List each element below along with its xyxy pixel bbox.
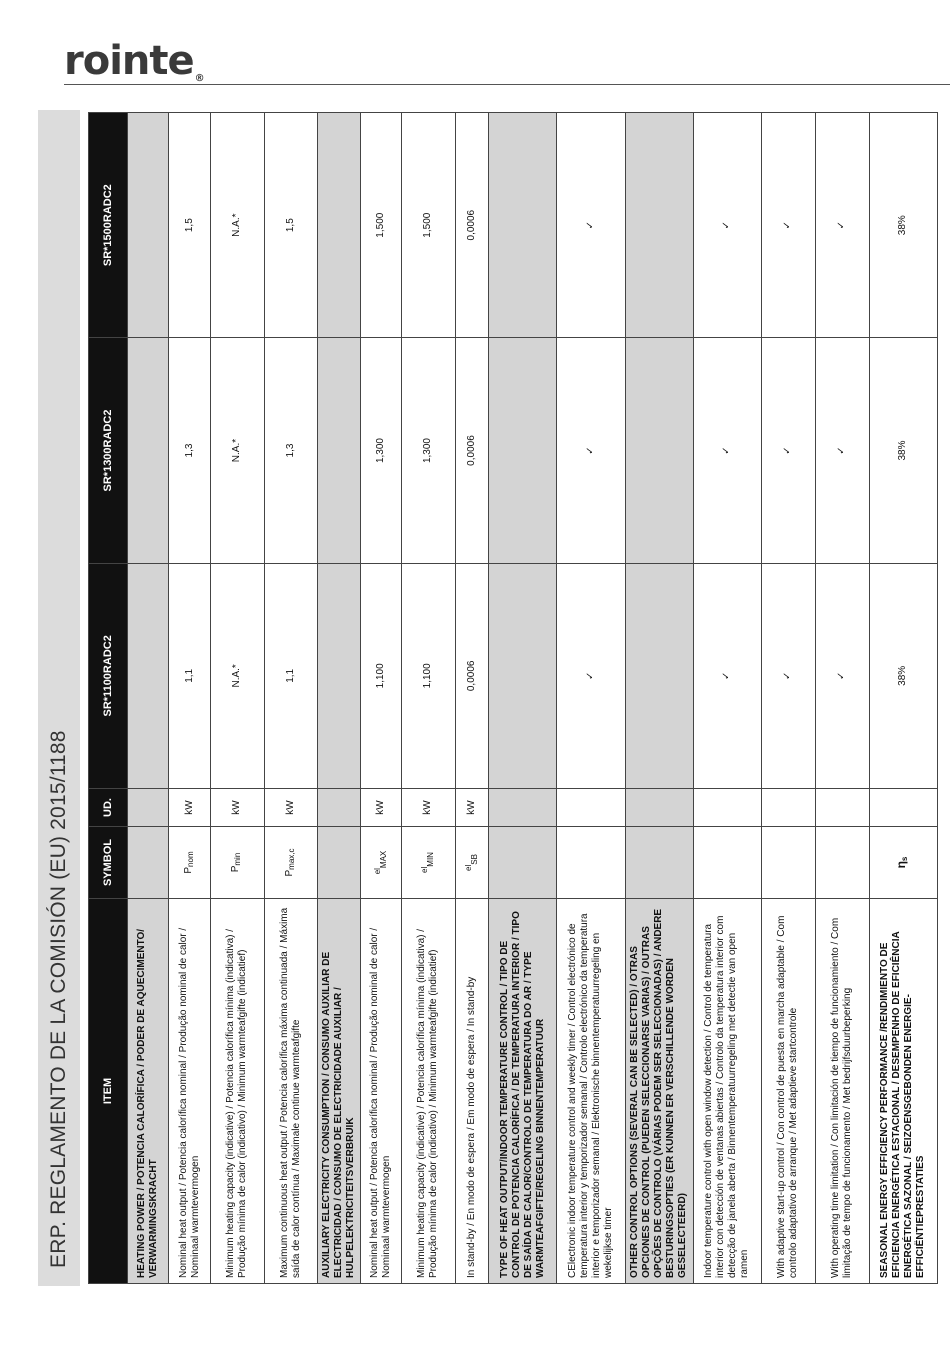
row-item: Indoor temperature control with open window detection / Control de temperatura interior con detección de ventanas abiertas / Controlo da temperatura interior com detecção de janela aberta / Binnentemperatuurregeling met detectie van open ramen <box>693 899 761 1284</box>
table-row <box>869 113 937 1284</box>
header-unit: UD. <box>89 789 128 827</box>
row-symbol <box>762 827 816 899</box>
row-symbol: $P_{nom}$ <box>169 827 210 899</box>
row-unit <box>869 789 937 827</box>
row-item: CElectronic indoor temperature control and weekly timer / Control electrónico de temperatura interior y temporizador semanal / Controlo electrónico da temperatura interior e temporizador semanal / Elektronische binnentemperatuurregeling en wekelijkse timer <box>557 899 625 1284</box>
table-row <box>210 113 264 1284</box>
row-symbol: $P_{min}$ <box>210 827 264 899</box>
row-item: SEASONAL ENERGY EFFICIENCY PERFORMANCE /RENDIMIENTO DE EFICIENCIA ENERGÉTICA ESTACIONAL / DESEMPENHO DE EFICIÊNCIA ENERGÉTICA SAZONAL / SEIZOENSGEBONDEN ENERGIE-EFFICIËNTIEPRESTATIES <box>869 899 937 1284</box>
table-row <box>815 113 869 1284</box>
check-icon: ✓ <box>762 338 816 563</box>
row-item: Nominal heat output / Potencia calorífica nominal / Produção nominal de calor / Nominaal warmtevermogen <box>360 899 401 1284</box>
erp-table <box>88 112 938 1284</box>
section-title: OTHER CONTROL OPTIONS (SEVERAL CAN BE SELECTED) / OTRAS OPCIONES DE CONTROL (PUEDEN SELECCIONARSE VARIAS) / OUTRAS OPÇÕES DE CONTROLO (VÁRIAS PODEM SER SELECCIONADAS) / ANDERE BESTURINGSOPTIES (ER KUNNEN ER VERSCHILLENDE WORDEN GESELECTEERD) <box>625 899 693 1284</box>
header-model-1300: SR*1300RADC2 <box>89 338 128 563</box>
row-item: Maximum continuous heat output / Potencia calorífica máxima continuada / Máxima saída de calor contínua / Maximale continue warmteafgifte <box>264 899 318 1284</box>
row-value: 0,0006 <box>455 113 488 338</box>
check-icon: ✓ <box>557 338 625 563</box>
row-value: N.A.* <box>210 113 264 338</box>
brand-logo: rointe® <box>64 38 204 84</box>
table-row <box>402 113 456 1284</box>
section-row <box>625 113 693 1284</box>
row-item: Nominal heat output / Potencia calorífica nominal / Produção nominal de calor / Nominaal warmtevermogen <box>169 899 210 1284</box>
row-value: 1,5 <box>264 113 318 338</box>
row-value: 38% <box>869 113 937 338</box>
row-value: 1,5 <box>169 113 210 338</box>
check-icon: ✓ <box>557 563 625 788</box>
section-title: HEATING POWER / POTENCIA CALORÍFICA / PODER DE AQUECIMENTO/ VERWARMINGSKRACHT <box>128 899 169 1284</box>
section-title: AUXILIARY ELECTRICITY CONSUMPTION / CONSUMO AUXILIAR DE ELECTRICIDAD / CONSUMO DE ELECTRICIDADE AUXILIAR / HULPELEKTRICITEITSVERBRUIK <box>318 899 360 1284</box>
header-model-1500: SR*1500RADC2 <box>89 113 128 338</box>
table-row <box>360 113 401 1284</box>
section-row <box>488 113 556 1284</box>
row-symbol: $P_{max,c}$ <box>264 827 318 899</box>
row-symbol <box>815 827 869 899</box>
check-icon: ✓ <box>557 113 625 338</box>
row-value: 1,100 <box>402 563 456 788</box>
row-value: 0,0006 <box>455 338 488 563</box>
header-row <box>89 113 128 1284</box>
row-value: 1,1 <box>169 563 210 788</box>
row-value: N.A.* <box>210 563 264 788</box>
check-icon: ✓ <box>815 338 869 563</box>
check-icon: ✓ <box>815 563 869 788</box>
row-unit: kW <box>360 789 401 827</box>
section-row <box>318 113 360 1284</box>
row-value: 1,500 <box>402 113 456 338</box>
row-unit: kW <box>455 789 488 827</box>
row-value: 1,500 <box>360 113 401 338</box>
table-row <box>762 113 816 1284</box>
row-unit <box>557 789 625 827</box>
row-item: Minimum heating capacity (indicative) / Potencia calorífica mínima (indicativa) / Produção mínima de calor (indicativo) / Minimum warmteafgifte (indicatief) <box>210 899 264 1284</box>
row-value: 1,300 <box>402 338 456 563</box>
row-value: 1,300 <box>360 338 401 563</box>
page-title: ERP. REGLAMENTO DE LA COMISIÓN (EU) 2015/1188 <box>47 730 70 1268</box>
table-row <box>264 113 318 1284</box>
row-symbol: $^{el}_{MIN}$ <box>402 827 456 899</box>
header-model-1100: SR*1100RADC2 <box>89 563 128 788</box>
row-unit: kW <box>264 789 318 827</box>
table-row <box>693 113 761 1284</box>
row-unit: kW <box>210 789 264 827</box>
row-value: 0,0006 <box>455 563 488 788</box>
row-unit <box>762 789 816 827</box>
check-icon: ✓ <box>762 563 816 788</box>
check-icon: ✓ <box>693 563 761 788</box>
row-value: 1,3 <box>169 338 210 563</box>
row-symbol: $^{el}_{SB}$ <box>455 827 488 899</box>
section-title: TYPE OF HEAT OUTPUT/INDOOR TEMPERATURE CONTROL / TIPO DE CONTROL DE POTENCIA CALORÍFICA / DE TEMPERATURA INTERIOR / TIPO DE SAÍDA DE CALOR/CONTROLO DE TEMPERATURA DO AR / TYPE WARMTEAFGIFTE/REGELING BINNENTEMPERATUUR <box>488 899 556 1284</box>
row-value: 1,1 <box>264 563 318 788</box>
check-icon: ✓ <box>815 113 869 338</box>
row-value: 38% <box>869 338 937 563</box>
row-symbol <box>693 827 761 899</box>
check-icon: ✓ <box>693 338 761 563</box>
header-symbol: SYMBOL <box>89 827 128 899</box>
row-item: In stand-by / En modo de espera / Em modo de espera / In stand-by <box>455 899 488 1284</box>
row-item: With operating time limitation / Con limitación de tiempo de funcionamiento / Com limitação de tempo de funcionamento / Met bedrijfsduurbeperking <box>815 899 869 1284</box>
row-value: 1,3 <box>264 338 318 563</box>
header-rule <box>64 84 950 85</box>
row-unit <box>815 789 869 827</box>
header-item: ITEM <box>89 899 128 1284</box>
table-row <box>455 113 488 1284</box>
row-item: Minimum heating capacity (indicative) / Potencia calorífica mínima (indicativa) / Produção mínima de calor (indicativo) / Minimum warmteafgifte (indicatief) <box>402 899 456 1284</box>
erp-table-wrap <box>88 112 938 1284</box>
row-value: 1,100 <box>360 563 401 788</box>
row-unit: kW <box>169 789 210 827</box>
row-unit <box>693 789 761 827</box>
row-item: With adaptive start-up control / Con control de puesta en marcha adaptable / Com controlo adaptativo de arranque / Met adaptieve startcontrole <box>762 899 816 1284</box>
row-symbol: $\eta_s$ <box>869 827 937 899</box>
row-value: 38% <box>869 563 937 788</box>
table-row <box>557 113 625 1284</box>
check-icon: ✓ <box>762 113 816 338</box>
row-value: N.A.* <box>210 338 264 563</box>
section-row <box>128 113 169 1284</box>
row-symbol <box>557 827 625 899</box>
check-icon: ✓ <box>693 113 761 338</box>
row-symbol: $^{el}_{MAX}$ <box>360 827 401 899</box>
row-unit: kW <box>402 789 456 827</box>
table-row <box>169 113 210 1284</box>
